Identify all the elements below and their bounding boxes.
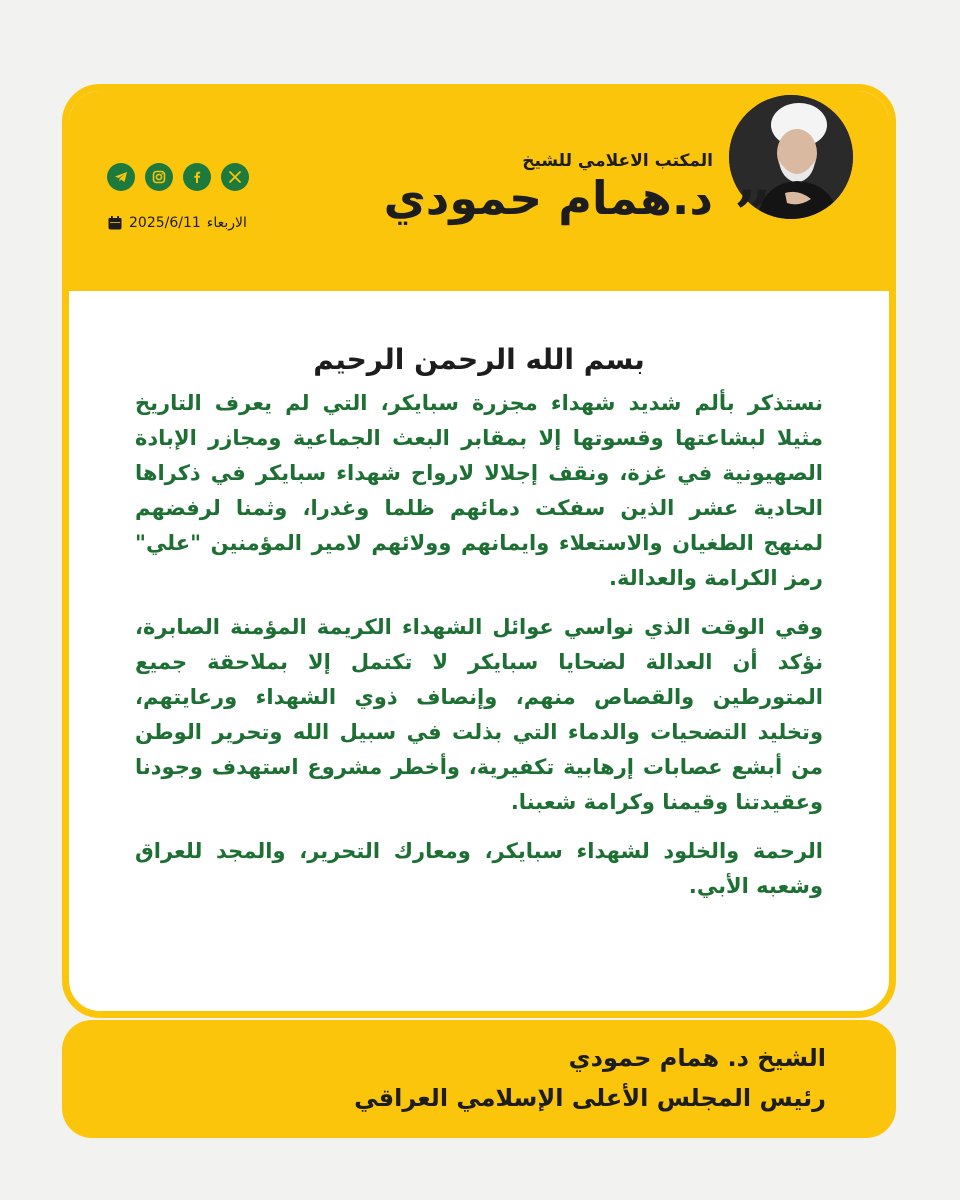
date-day: الاربعاء (206, 215, 247, 231)
sheikh-name-title: د.همام حمودي (383, 171, 713, 225)
signature-title: رئيس المجلس الأعلى الإسلامي العراقي (354, 1084, 826, 1112)
signature-footer (62, 1020, 896, 1138)
signature-name: الشيخ د. همام حمودي (568, 1044, 826, 1072)
calendar-icon (107, 215, 123, 231)
telegram-icon[interactable] (107, 163, 135, 191)
quote-mark: ” (734, 177, 771, 252)
header-banner (69, 91, 889, 291)
paragraph-1: نستذكر بألم شديد شهداء مجزرة سبايكر، التي لم يعرف التاريخ مثيلا لبشاعتها وقسوتها إلا بمقابر البعث الجماعية ومجازر الإبادة الصهيونية في غزة، ونقف إجلالا لارواح شهداء سبايكر في ذكراها الحادية عشر الذين سفكت دمائهم ظلما وغدرا، وثمنا لرفضهم لمنهج الطغيان والاستعلاء وايمانهم وولائهم لامير المؤمنين "علي" رمز الكرامة والعدالة. (135, 391, 823, 590)
date-value: 2025/6/11 (129, 215, 201, 231)
instagram-icon[interactable] (145, 163, 173, 191)
x-icon[interactable] (221, 163, 249, 191)
basmala-heading: بسم الله الرحمن الرحيم (313, 343, 645, 376)
paragraph-3: الرحمة والخلود لشهداء سبايكر، ومعارك التحرير، والمجد للعراق وشعبه الأبي. (135, 839, 823, 898)
social-links (107, 163, 249, 191)
date-row (107, 215, 247, 231)
paragraph-2: وفي الوقت الذي نواسي عوائل الشهداء الكريمة المؤمنة الصابرة، نؤكد أن العدالة لضحايا سبايكر لا تكتمل إلا بملاحقة جميع المتورطين والقصاص منهم، وإنصاف ذوي الشهداء ورعايتهم، وتخليد التضحيات والدماء التي بذلت في سبيل الله وتحرير الوطن من أبشع عصابات إرهابية تكفيرية، وأخطر مشروع استهدف وجودنا وعقيدتنا وقيمنا وكرامة شعبنا. (135, 615, 823, 814)
statement-card (62, 84, 896, 1018)
office-label: المكتب الاعلامي للشيخ (522, 151, 713, 171)
statement-body (69, 291, 889, 918)
facebook-icon[interactable] (183, 163, 211, 191)
